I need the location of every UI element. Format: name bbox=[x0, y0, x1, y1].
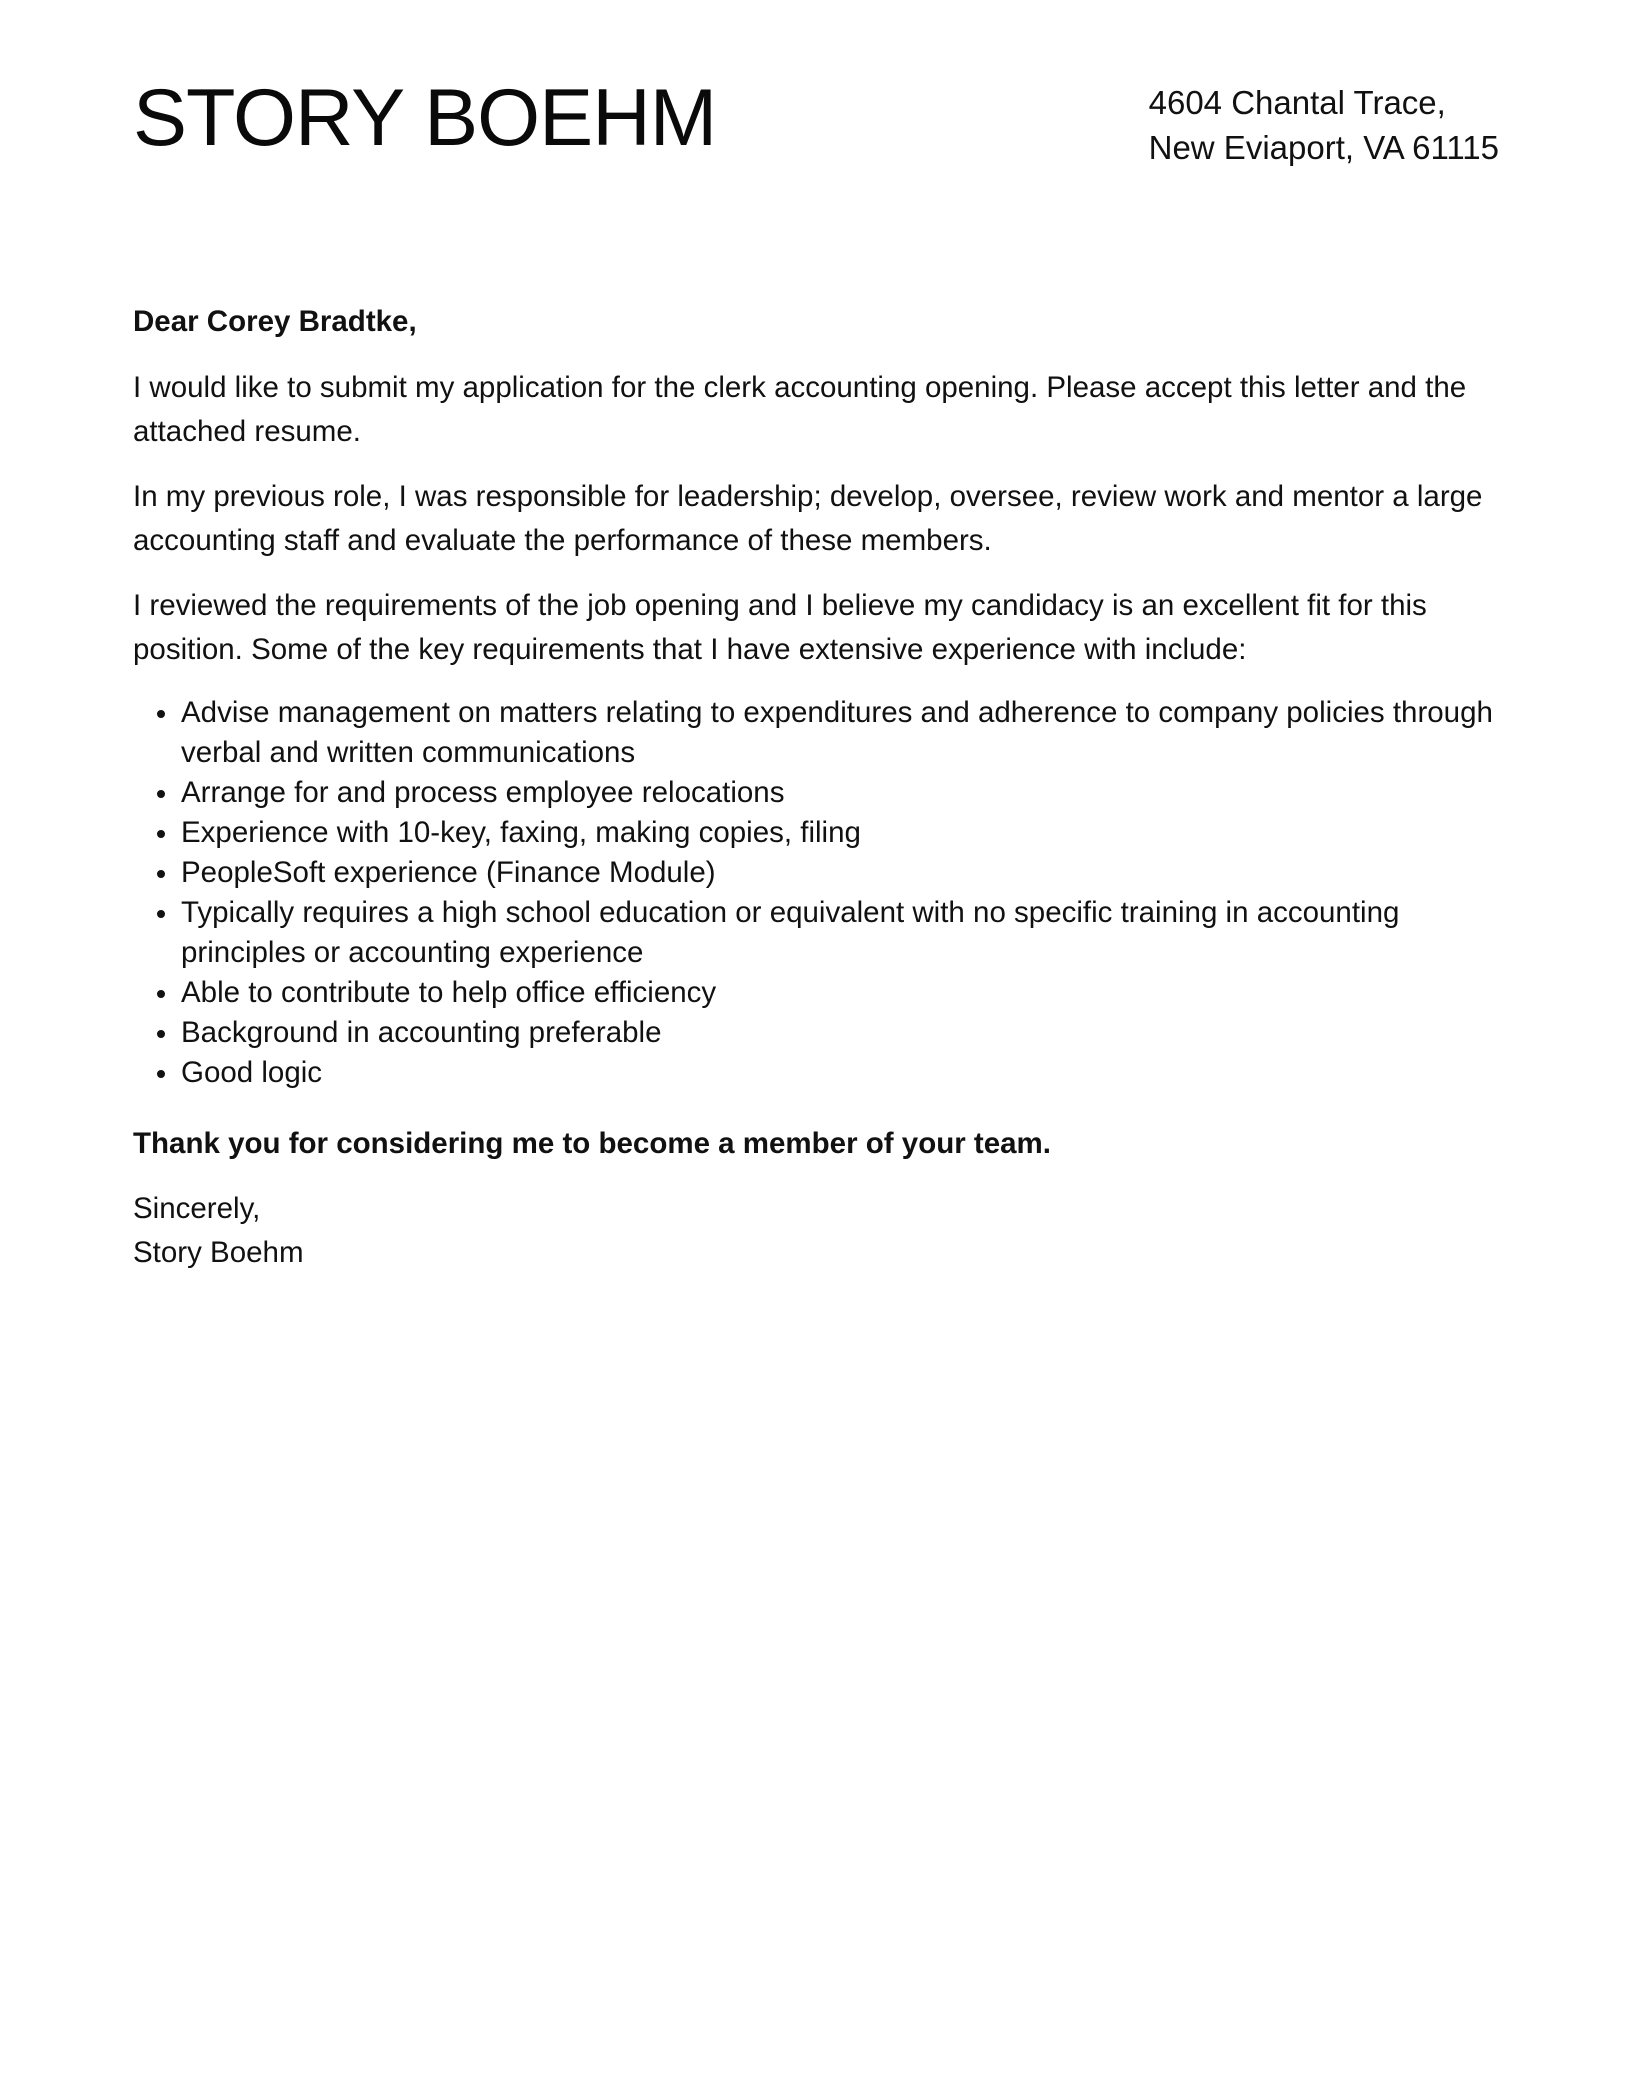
list-item: Experience with 10-key, faxing, making copies, filing bbox=[133, 813, 1499, 853]
paragraph-previous-role: In my previous role, I was responsible for leadership; develop, oversee, review work and mentor a large accounting staff and evaluate the performance of these members. bbox=[133, 480, 1483, 557]
salutation: Dear Corey Bradtke, bbox=[133, 305, 417, 338]
paragraph-requirements: I reviewed the requirements of the job opening and I believe my candidacy is an excellent fit for this position. Some of the key requirements that I have extensive experience with include: bbox=[133, 589, 1427, 666]
applicant-name: STORY BOEHM bbox=[133, 73, 717, 163]
signature-name: Story Boehm bbox=[133, 1236, 304, 1269]
list-item: Able to contribute to help office efficiency bbox=[133, 973, 1499, 1013]
list-item: Arrange for and process employee relocations bbox=[133, 773, 1499, 813]
signoff: Sincerely, bbox=[133, 1192, 261, 1225]
address-line-1: 4604 Chantal Trace, bbox=[1148, 84, 1446, 121]
list-item: Good logic bbox=[133, 1053, 1499, 1093]
requirements-list bbox=[133, 693, 1499, 1093]
address-line-2: New Eviaport, VA 61115 bbox=[1148, 129, 1499, 166]
list-item: Advise management on matters relating to expenditures and adherence to company policies through verbal and written communications bbox=[133, 693, 1499, 773]
list-item: Typically requires a high school education or equivalent with no specific training in accounting principles or accounting experience bbox=[133, 893, 1499, 973]
paragraph-intro: I would like to submit my application for the clerk accounting opening. Please accept this letter and the attached resume. bbox=[133, 371, 1467, 448]
closing-statement: Thank you for considering me to become a member of your team. bbox=[133, 1127, 1051, 1160]
list-item: Background in accounting preferable bbox=[133, 1013, 1499, 1053]
signoff-block bbox=[133, 1187, 1499, 1275]
letter-header bbox=[133, 72, 1499, 182]
applicant-address bbox=[1149, 80, 1499, 170]
letter-body bbox=[133, 300, 1499, 1275]
list-item: PeopleSoft experience (Finance Module) bbox=[133, 853, 1499, 893]
